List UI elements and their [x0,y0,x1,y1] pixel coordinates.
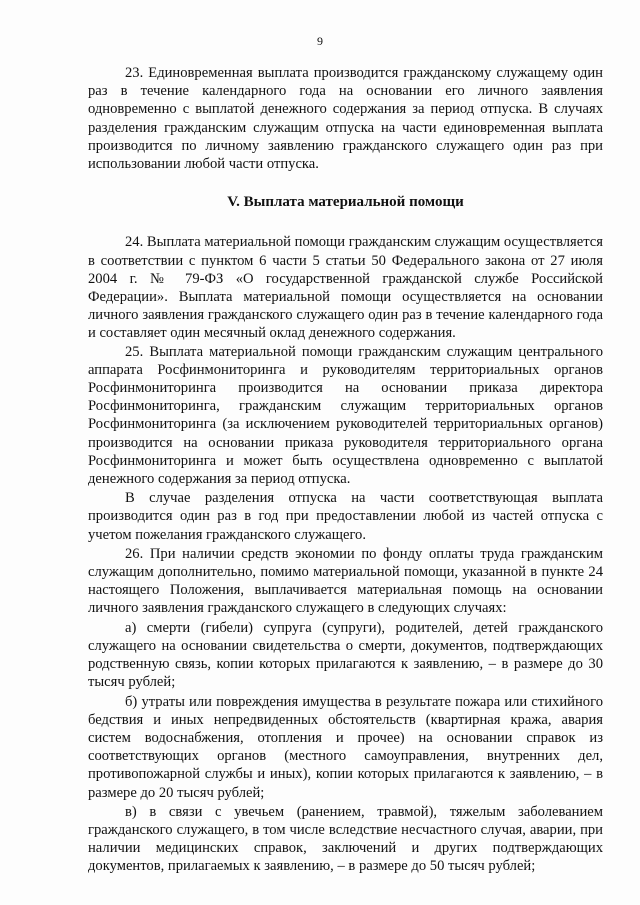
paragraph-26: 26. При наличии средств экономии по фонду оплаты труда гражданским служащим дополнительно, помимо материальной помощи, указанной в пункте 24 настоящего Положения, выплачивается материальная помощь на основании личного заявления гражданского служащего в следующих случаях: [88,545,603,617]
section-heading: V. Выплата материальной помощи [227,194,464,211]
list-item-b: б) утраты или повреждения имущества в результате пожара или стихийного бедствия и иных непредвиденных обстоятельств (квартирная кража, авария систем водоснабжения, отопления и прочее) на основании справок из соответствующих органов (местного самоуправления, внутренних дел, противопожарной службы и иных), копии которых прилагаются к заявлению, – в размере до 20 тысяч рублей; [88,693,603,801]
paragraph-25: 25. Выплата материальной помощи гражданским служащим центрального аппарата Росфинмониторинга и руководителям территориальных органов Росфинмониторинга производится на основании приказа директора Росфинмониторинга, гражданским служащим территориальных органов Росфинмониторинга (за исключением руководителей территориальных органов) производится на основании приказа руководителя территориального органа Росфинмониторинга и может быть осуществлена одновременно с выплатой денежного содержания за период отпуска. [88,343,603,488]
paragraph-23: 23. Единовременная выплата производится гражданскому служащему один раз в течение календарного года на основании его личного заявления одновременно с выплатой денежного содержания за период отпуска. В случаях разделения гражданским служащим отпуска на части единовременная выплата производится по личному заявлению гражданского служащего один раз при использовании любой части отпуска. [88,65,603,173]
page-number: 9 [317,34,323,48]
paragraph-vacation-split: В случае разделения отпуска на части соответствующая выплата производится один раз в год при предоставлении любой из частей отпуска с учетом пожелания гражданского служащего. [88,490,603,543]
paragraph-24: 24. Выплата материальной помощи гражданским служащим осуществляется в соответствии с пунктом 6 части 5 статьи 50 Федерального закона от 27 июля 2004 г. № 79-ФЗ «О государственной гражданской службе Российской Федерации». Выплата материальной помощи осуществляется на основании личного заявления гражданского служащего один раз в течение календарного года и составляет один месячный оклад денежного содержания. [88,234,603,342]
list-item-v: в) в связи с увечьем (ранением, травмой), тяжелым заболеванием гражданского служащего, в том числе вследствие несчастного случая, аварии, при наличии медицинских справок, заключений и других подтверждающих документов, прилагаемых к заявлению, – в размере до 50 тысяч рублей; [88,803,603,875]
document-body [88,64,603,876]
list-item-a: а) смерти (гибели) супруга (супруги), родителей, детей гражданского служащего на основании свидетельства о смерти, документов, подтверждающих родственную связь, копии которых прилагаются к заявлению, – в размере до 30 тысяч рублей; [88,619,603,691]
